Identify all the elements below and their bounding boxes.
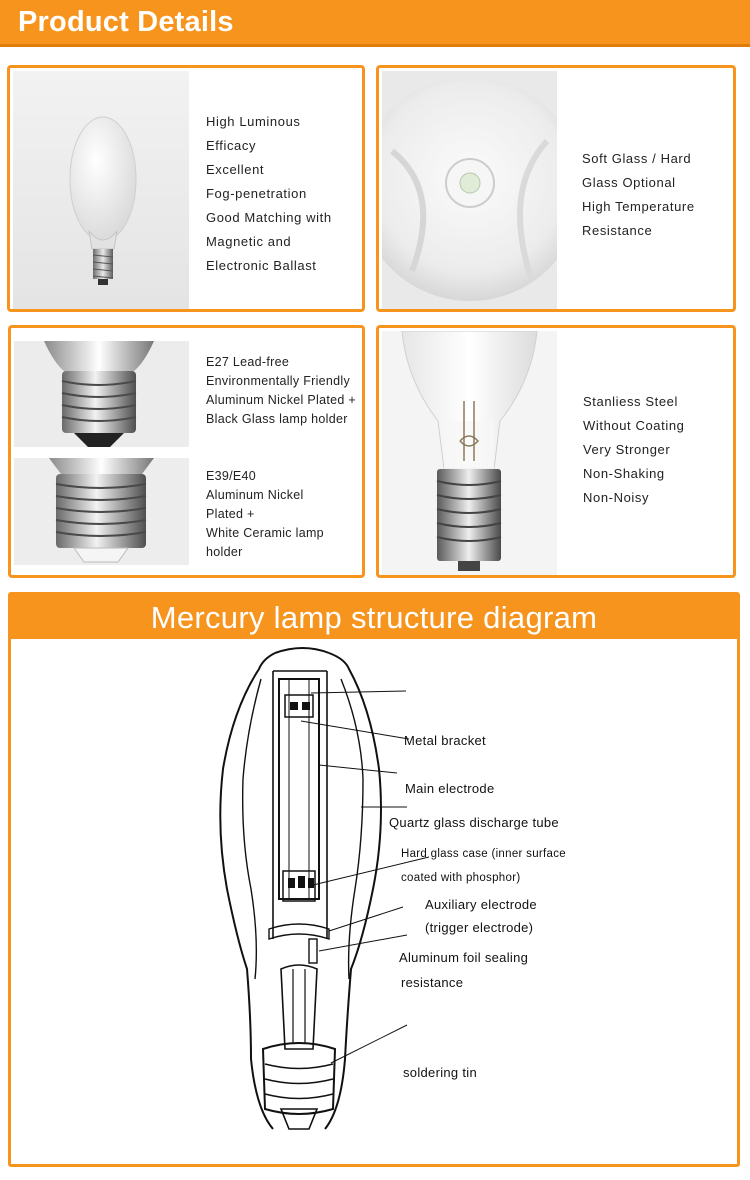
- lamp-structure-drawing: [11, 639, 737, 1164]
- text-line: Aluminum Nickel: [206, 488, 304, 502]
- label-hard-glass-2: coated with phosphor): [401, 872, 521, 884]
- text-line: Environmentally Friendly: [206, 374, 351, 388]
- efficacy-text: [206, 110, 332, 278]
- panel-glass: [376, 65, 736, 312]
- product-details-banner: [0, 0, 750, 47]
- glass-text: [582, 147, 695, 243]
- text-line: White Ceramic lamp: [206, 526, 324, 540]
- text-line: Resistance: [582, 223, 653, 238]
- text-line: Good Matching with: [206, 210, 332, 225]
- text-line: Electronic Ballast: [206, 258, 317, 273]
- label-foil-1: Aluminum foil sealing: [399, 950, 529, 965]
- panel-steel: [376, 325, 736, 578]
- text-line: Fog-penetration: [206, 186, 307, 201]
- panel-bases: [8, 325, 365, 578]
- bulb-neck-photo: [382, 331, 557, 575]
- steel-text: [583, 390, 685, 510]
- text-line: Soft Glass / Hard: [582, 151, 692, 166]
- product-details-title: Product Details: [18, 6, 234, 38]
- label-aux-electrode-1: Auxiliary electrode: [425, 897, 537, 912]
- diagram-header: [11, 595, 737, 639]
- text-line: Very Stronger: [583, 442, 671, 457]
- frosted-bulb-photo: [13, 71, 189, 309]
- text-line: Without Coating: [583, 418, 685, 433]
- panel-efficacy: [7, 65, 365, 312]
- label-quartz-tube: Quartz glass discharge tube: [389, 815, 559, 830]
- text-line: Non-Noisy: [583, 490, 650, 505]
- e39-base-photo: [14, 458, 189, 565]
- label-foil-2: resistance: [401, 975, 464, 990]
- text-line: E27 Lead-free: [206, 355, 290, 369]
- text-line: Glass Optional: [582, 175, 676, 190]
- text-line: Black Glass lamp holder: [206, 412, 348, 426]
- e27-text: [206, 353, 356, 429]
- text-line: Non-Shaking: [583, 466, 665, 481]
- structure-diagram-panel: [8, 592, 740, 1167]
- label-soldering-tin: soldering tin: [403, 1065, 477, 1080]
- text-line: Excellent: [206, 162, 265, 177]
- glass-closeup-photo: [382, 71, 557, 309]
- text-line: Stanliess Steel: [583, 394, 678, 409]
- label-metal-bracket: Metal bracket: [404, 733, 486, 748]
- label-hard-glass-1: Hard glass case (inner surface: [401, 848, 566, 860]
- e27-base-photo: [14, 341, 189, 447]
- label-aux-electrode-2: (trigger electrode): [425, 920, 534, 935]
- text-line: High Temperature: [582, 199, 695, 214]
- text-line: holder: [206, 545, 243, 559]
- label-main-electrode: Main electrode: [405, 781, 495, 796]
- text-line: Efficacy: [206, 138, 257, 153]
- text-line: E39/E40: [206, 469, 257, 483]
- text-line: High Luminous: [206, 114, 301, 129]
- e39-text: [206, 467, 324, 562]
- diagram-title: Mercury lamp structure diagram: [150, 600, 598, 635]
- text-line: Magnetic and: [206, 234, 292, 249]
- text-line: Plated +: [206, 507, 255, 521]
- text-line: Aluminum Nickel Plated +: [206, 393, 356, 407]
